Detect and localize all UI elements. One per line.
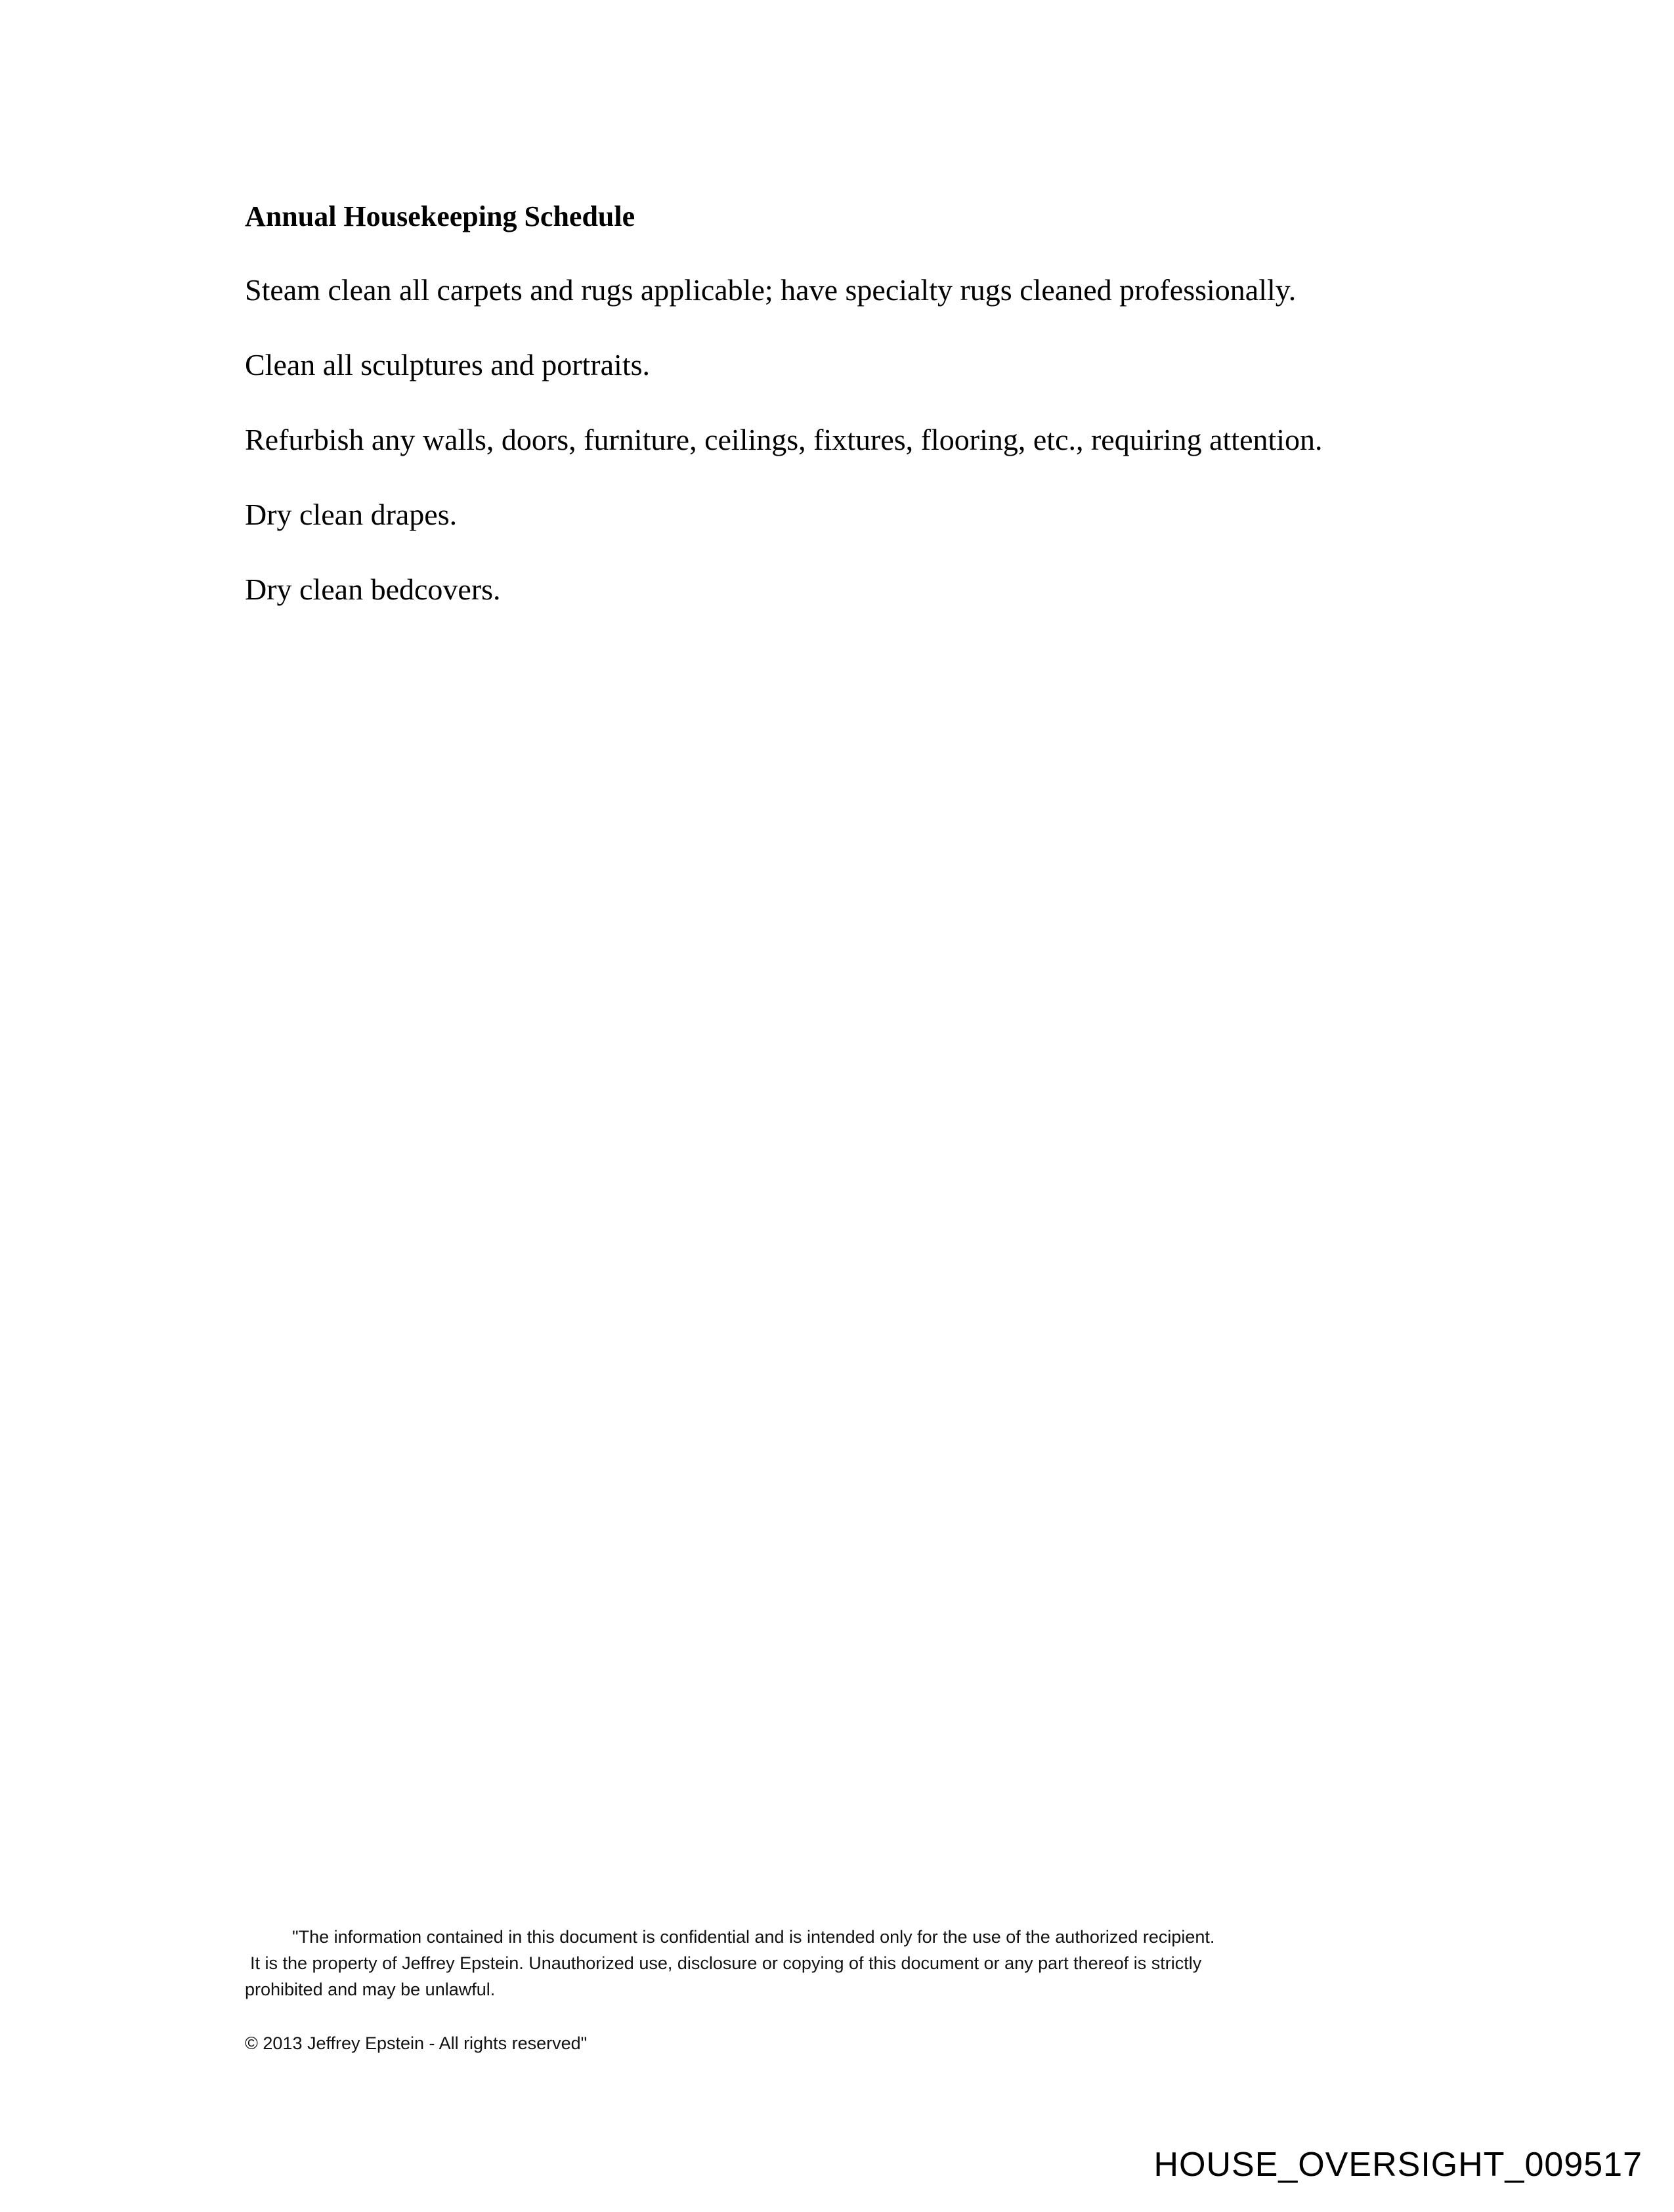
schedule-item-sculptures: Clean all sculptures and portraits.	[245, 348, 651, 381]
document-title: Annual Housekeeping Schedule	[245, 200, 635, 232]
schedule-item-drapes: Dry clean drapes.	[245, 498, 458, 531]
schedule-item-bedcovers: Dry clean bedcovers.	[245, 573, 501, 606]
schedule-item-carpets: Steam clean all carpets and rugs applicable; have specialty rugs cleaned professionally.	[245, 273, 1297, 307]
copyright-notice: © 2013 Jeffrey Epstein - All rights reserved"	[245, 2033, 588, 2053]
confidentiality-notice	[245, 1924, 1427, 2056]
confidentiality-line-1: "The information contained in this document is confidential and is intended only for the use of the authorized recipient.	[292, 1927, 1215, 1947]
schedule-item-refurbish: Refurbish any walls, doors, furniture, ceilings, fixtures, flooring, etc., requiring attention.	[245, 423, 1323, 456]
confidentiality-line-3: prohibited and may be unlawful.	[245, 1980, 496, 1999]
bates-number: HOUSE_OVERSIGHT_009517	[1153, 2146, 1642, 2184]
confidentiality-line-2: It is the property of Jeffrey Epstein. Unauthorized use, disclosure or copying of this document or any part thereof is strictly	[250, 1953, 1202, 1973]
document-body	[245, 197, 1492, 643]
